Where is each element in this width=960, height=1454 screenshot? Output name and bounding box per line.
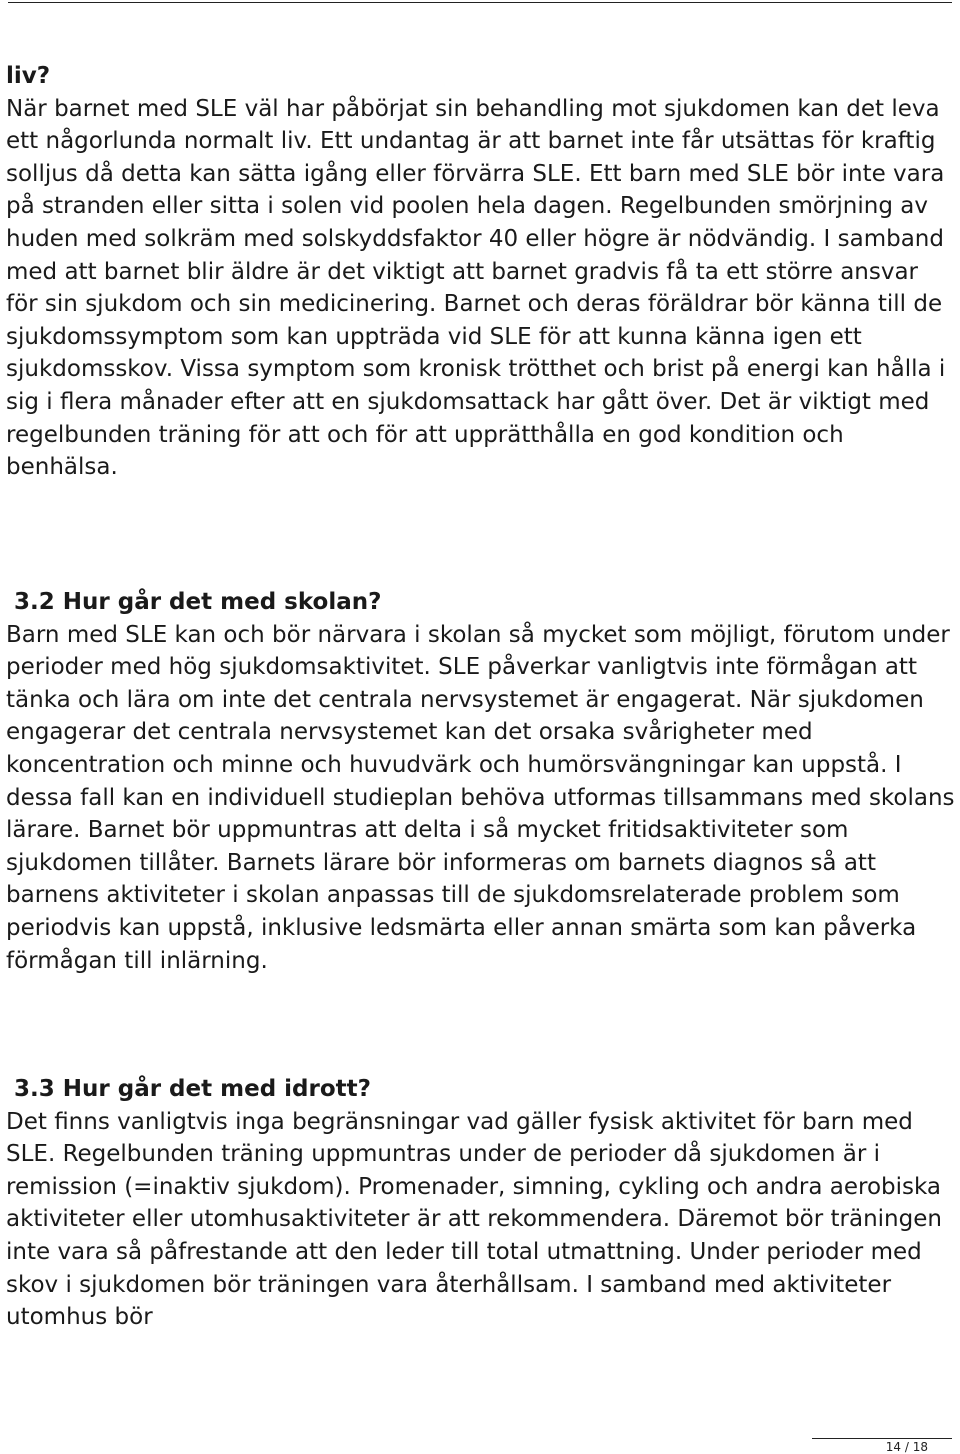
section-3 [6, 1073, 956, 1334]
section-1-heading: liv? [6, 63, 51, 89]
page-number: 14 / 18 [885, 1440, 928, 1454]
section-2-body: Barn med SLE kan och bör närvara i skolan så mycket som möjligt, förutom under perioder med hög sjukdomsaktivitet. SLE påverkar vanligtvis inte förmågan att tänka och lära om inte det centrala nervsystemet är engagerat. När sjukdomen engagerar det centrala nervsystemet kan det orsaka svårigheter med koncentration och minne och huvudvärk och humörsvängningar kan uppstå. I dessa fall kan en individuell studieplan behöva utformas tillsammans med skolans lärare. Barnet bör uppmuntras att delta i så mycket fritidsaktiviteter som sjukdomen tillåter. Barnets lärare bör informeras om barnets diagnos så att barnens aktiviteter i skolan anpassas till de sjukdomsrelaterade problem som periodvis kan uppstå, inklusive ledsmärta eller annan smärta som kan påverka förmågan till inlärning. [6, 621, 955, 974]
section-3-heading: 3.3 Hur går det med idrott? [14, 1076, 371, 1102]
section-3-body: Det finns vanligtvis inga begränsningar vad gäller fysisk aktivitet för barn med SLE. Regelbunden träning uppmuntras under de perioder då sjukdomen är i remission (=inaktiv sjukdom). Promenader, simning, cykling och andra aerobiska aktiviteter eller utomhusaktiviteter är att rekommendera. Däremot bör träningen inte vara så påfrestande att den leder till total utmattning. Under perioder med skov i sjukdomen bör träningen vara återhållsam. I samband med aktiviteter utomhus bör [6, 1108, 942, 1331]
section-1-body: När barnet med SLE väl har påbörjat sin behandling mot sjukdomen kan det leva ett någorlunda normalt liv. Ett undantag är att barnet inte får utsättas för kraftig solljus då detta kan sätta igång eller förvärra SLE. Ett barn med SLE bör inte vara på stranden eller sitta i solen vid poolen hela dagen. Regelbunden smörjning av huden med solkräm med solskyddsfaktor 40 eller högre är nödvändig. I samband med att barnet blir äldre är det viktigt att barnet gradvis få ta ett större ansvar för sin sjukdom och sin medicinering. Barnet och deras föräldrar bör känna till de sjukdomssymptom som kan uppträda vid SLE för att kunna känna igen ett sjukdomsskov. Vissa symptom som kronisk trötthet och brist på energi kan hålla i sig i flera månader efter att en sjukdomsattack har gått över. Det är viktigt med regelbunden träning för att och för att upprätthålla en god kondition och benhälsa. [6, 95, 946, 481]
section-1 [6, 60, 956, 484]
footer-rule [812, 1438, 952, 1439]
section-2-heading: 3.2 Hur går det med skolan? [14, 589, 382, 615]
section-2 [6, 586, 956, 977]
top-rule [8, 2, 952, 3]
